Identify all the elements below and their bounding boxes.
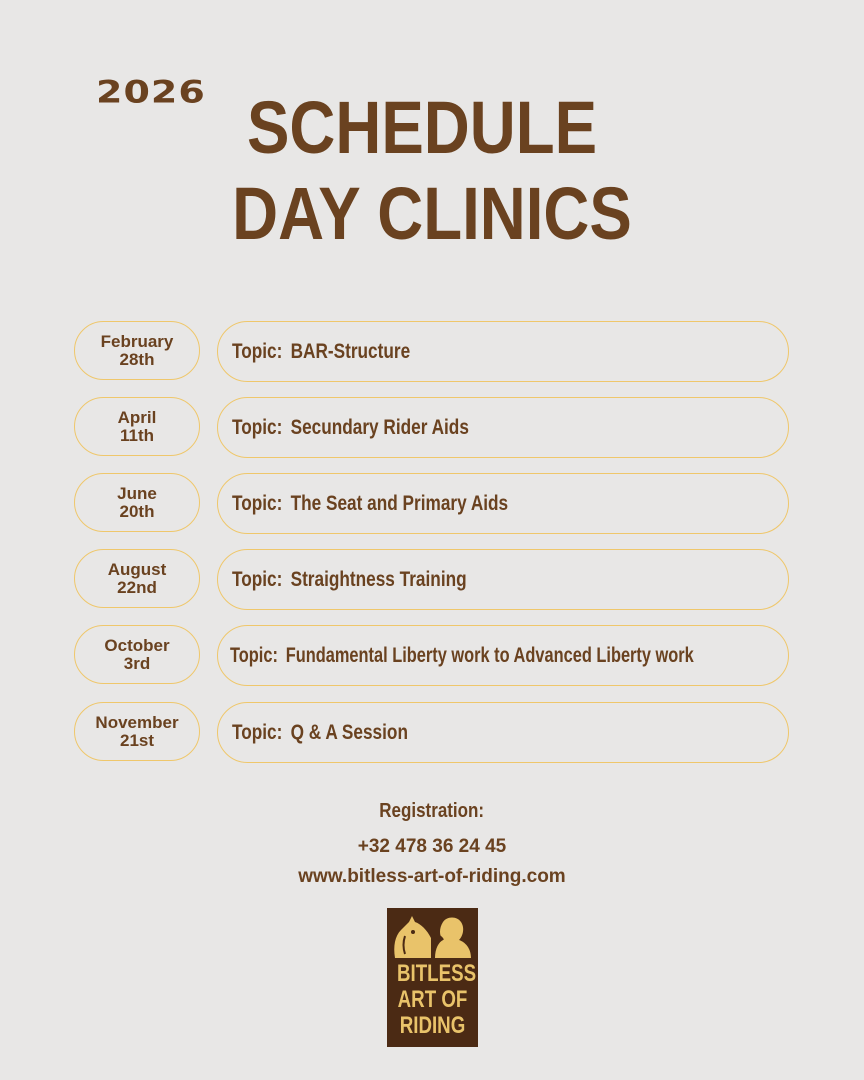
- topic-text: Secundary Rider Aids: [290, 415, 469, 439]
- topic-text: Q & A Session: [290, 720, 408, 744]
- logo-line3: RIDING: [399, 1012, 466, 1039]
- schedule-row: [0, 473, 864, 535]
- date-pill: [74, 397, 200, 456]
- registration-label: Registration:: [379, 800, 485, 822]
- page-title-line1: SCHEDULE: [246, 86, 598, 169]
- date-pill: [74, 549, 200, 608]
- logo-line2: ART OF: [397, 986, 468, 1013]
- date-month: November: [95, 712, 179, 732]
- topic-pill: [217, 625, 789, 686]
- date-pill: [74, 702, 200, 761]
- topic-prefix: Topic:: [232, 567, 283, 591]
- logo-line1: BITLESS: [397, 960, 477, 987]
- page-title-line2: DAY CLINICS: [232, 172, 632, 255]
- topic-pill: [217, 473, 789, 534]
- topic-text: Fundamental Liberty work to Advanced Liberty work: [285, 643, 694, 667]
- logo: [387, 908, 478, 1047]
- date-pill: [74, 321, 200, 380]
- topic-prefix: Topic:: [230, 643, 278, 667]
- topic-pill: [217, 702, 789, 763]
- date-month: February: [100, 331, 174, 351]
- topic-pill: [217, 321, 789, 382]
- topic-pill: [217, 549, 789, 610]
- schedule-row: [0, 625, 864, 687]
- schedule-row: [0, 702, 864, 764]
- date-day: 22nd: [117, 577, 157, 597]
- schedule-row: [0, 549, 864, 611]
- topic-prefix: Topic:: [232, 339, 283, 363]
- topic-prefix: Topic:: [232, 491, 283, 515]
- date-day: 28th: [119, 349, 155, 369]
- registration-phone[interactable]: +32 478 36 24 45: [357, 836, 507, 857]
- date-pill: [74, 625, 200, 684]
- topic-text: The Seat and Primary Aids: [290, 491, 509, 515]
- topic-text: Straightness Training: [290, 567, 467, 591]
- date-month: April: [117, 407, 157, 427]
- horse-and-rider-icon: [387, 908, 478, 968]
- topic-pill: [217, 397, 789, 458]
- date-month: October: [104, 635, 170, 655]
- date-month: June: [117, 483, 157, 503]
- topic-prefix: Topic:: [232, 415, 283, 439]
- date-day: 11th: [119, 425, 155, 445]
- topic-prefix: Topic:: [232, 720, 283, 744]
- date-day: 20th: [119, 501, 155, 521]
- date-month: August: [107, 559, 167, 579]
- topic-text: BAR-Structure: [290, 339, 411, 363]
- schedule-row: [0, 397, 864, 459]
- date-day: 3rd: [123, 653, 151, 673]
- year-label: 2026: [96, 74, 206, 111]
- date-day: 21st: [119, 730, 155, 750]
- date-pill: [74, 473, 200, 532]
- registration-website[interactable]: www.bitless-art-of-riding.com: [298, 866, 566, 887]
- schedule-row: [0, 321, 864, 383]
